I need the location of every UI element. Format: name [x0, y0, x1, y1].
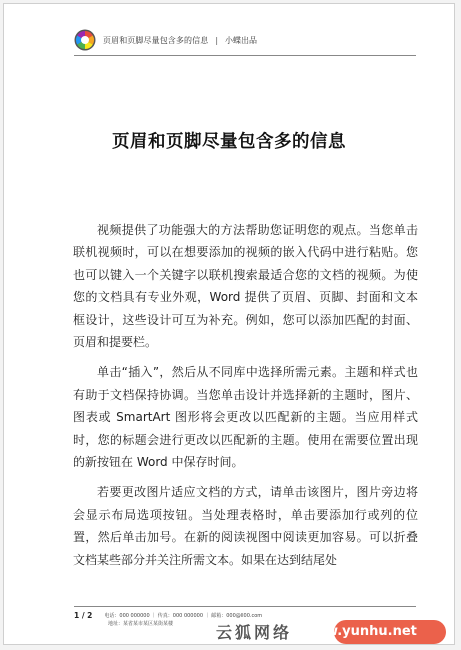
document-page: [3, 3, 455, 645]
page-header: [74, 28, 257, 52]
footer-contact: 电话：000 000000 ｜ 传真：000 000000 ｜ 邮箱：000@ll00.com: [104, 612, 263, 619]
footer-rule: [74, 606, 416, 607]
header-separator: |: [215, 35, 219, 45]
document-title: 页眉和页脚尽量包含多的信息: [112, 132, 346, 152]
paragraph-1: 视频提供了功能强大的方法帮助您证明您的观点。当您单击联机视频时，可以在想要添加的视频的嵌入代码中进行粘贴。您也可以键入一个关键字以联机搜索最适合您的文档的视频。为使您的文档具有专业外观，Word 提供了页眉、页脚、封面和文本框设计，这些设计可互为补充。例如，您可以添加匹配的封面、页眉和提要栏。: [73, 223, 418, 350]
watermark-text-right: www.yunhu.net: [302, 623, 417, 639]
paragraph-3: 若要更改图片适应文档的方式，请单击该图片，图片旁边将会显示布局选项按钮。当处理表格时，单击要添加行或列的位置，然后单击加号。在新的阅读视图中阅读更加容易。可以折叠文档某些部分并关注所需文本。如果在达到结尾处: [73, 485, 418, 567]
header-rule: [74, 55, 416, 56]
watermark-text-left: 云狐网络: [216, 622, 293, 642]
color-wheel-logo-icon: [74, 29, 96, 51]
page-number: 1 / 2: [74, 610, 93, 620]
paragraph-2: 单击“插入”，然后从不同库中选择所需元素。主题和样式也有助于文档保持协调。当您单击设计并选择新的主题时，图片、图表或 SmartArt 图形将会更改以匹配新的主题。当应用样式时，您的标题会进行更改以匹配新的主题。使用在需要位置出现的新按钮在 Word 中保存时间。: [73, 365, 418, 470]
header-title: 页眉和页脚尽量包含多的信息: [103, 35, 209, 45]
footer-address: 地址：某省某市某区某街某楼: [108, 621, 174, 627]
header-subtitle: 小蝶出品: [225, 35, 258, 45]
site-watermark: [216, 616, 456, 646]
document-body: [73, 219, 418, 579]
